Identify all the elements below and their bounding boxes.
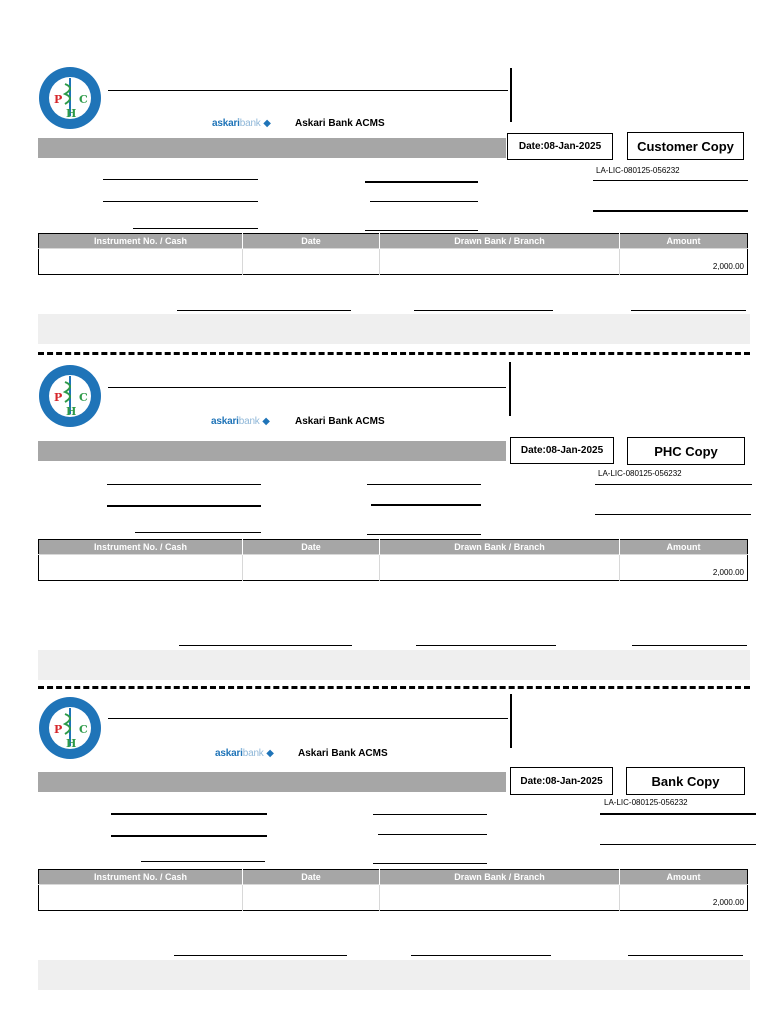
col-header-drawn-bank: Drawn Bank / Branch bbox=[380, 540, 620, 555]
phc-logo-icon bbox=[38, 364, 102, 428]
col-header-drawn-bank: Drawn Bank / Branch bbox=[380, 234, 620, 249]
svg-text:C: C bbox=[79, 93, 88, 106]
cell-date bbox=[243, 885, 380, 911]
svg-text:P: P bbox=[54, 723, 63, 736]
footer-strip bbox=[38, 960, 750, 990]
col-header-date: Date bbox=[243, 540, 380, 555]
cell-amount: 2,000.00 bbox=[620, 555, 748, 581]
header-bar bbox=[38, 138, 506, 158]
cell-drawn-bank bbox=[380, 885, 620, 911]
table-row bbox=[39, 249, 748, 275]
bank-name: Askari Bank ACMS bbox=[298, 748, 388, 759]
date-label: Date:08-Jan-2025 bbox=[507, 133, 613, 160]
bank-diamond-icon: ◆ bbox=[266, 748, 274, 759]
cell-drawn-bank bbox=[380, 249, 620, 275]
cell-amount: 2,000.00 bbox=[620, 885, 748, 911]
table-row bbox=[39, 885, 748, 911]
cell-amount: 2,000.00 bbox=[620, 249, 748, 275]
col-header-instrument: Instrument No. / Cash bbox=[39, 234, 243, 249]
cell-instrument bbox=[39, 885, 243, 911]
col-header-drawn-bank: Drawn Bank / Branch bbox=[380, 870, 620, 885]
bank-diamond-icon: ◆ bbox=[263, 118, 271, 129]
bank-diamond-icon: ◆ bbox=[262, 416, 270, 427]
reference-number: LA-LIC-080125-056232 bbox=[596, 166, 680, 175]
phc-logo-icon bbox=[38, 696, 102, 760]
phc-logo-icon bbox=[38, 66, 102, 130]
svg-text:H: H bbox=[66, 405, 77, 418]
table-row bbox=[39, 555, 748, 581]
svg-text:C: C bbox=[79, 723, 88, 736]
svg-text:H: H bbox=[66, 107, 77, 120]
svg-text:P: P bbox=[54, 391, 63, 404]
cell-date bbox=[243, 555, 380, 581]
date-label: Date:08-Jan-2025 bbox=[510, 767, 613, 795]
footer-strip bbox=[38, 314, 750, 344]
cell-instrument bbox=[39, 249, 243, 275]
copy-label: PHC Copy bbox=[627, 437, 745, 465]
col-header-instrument: Instrument No. / Cash bbox=[39, 870, 243, 885]
cell-instrument bbox=[39, 555, 243, 581]
bank-name: Askari Bank ACMS bbox=[295, 118, 385, 129]
header-bar bbox=[38, 441, 506, 461]
askari-bank-logo: askaribank ◆ bbox=[212, 118, 271, 129]
col-header-date: Date bbox=[243, 234, 380, 249]
svg-text:H: H bbox=[66, 737, 77, 750]
instrument-table bbox=[38, 233, 748, 275]
slip-bank-copy bbox=[0, 692, 768, 1022]
col-header-date: Date bbox=[243, 870, 380, 885]
col-header-amount: Amount bbox=[620, 540, 748, 555]
footer-strip bbox=[38, 650, 750, 680]
askari-bank-logo: askaribank ◆ bbox=[215, 748, 274, 759]
cut-line bbox=[38, 352, 750, 355]
instrument-table bbox=[38, 869, 748, 911]
col-header-amount: Amount bbox=[620, 234, 748, 249]
header-bar bbox=[38, 772, 506, 792]
svg-text:P: P bbox=[54, 93, 63, 106]
copy-label: Bank Copy bbox=[626, 767, 745, 795]
askari-bank-logo: askaribank ◆ bbox=[211, 416, 270, 427]
instrument-table bbox=[38, 539, 748, 581]
reference-number: LA-LIC-080125-056232 bbox=[604, 798, 688, 807]
col-header-instrument: Instrument No. / Cash bbox=[39, 540, 243, 555]
cell-date bbox=[243, 249, 380, 275]
slip-customer-copy bbox=[0, 62, 768, 392]
date-label: Date:08-Jan-2025 bbox=[510, 437, 614, 464]
col-header-amount: Amount bbox=[620, 870, 748, 885]
cut-line bbox=[38, 686, 750, 689]
svg-text:C: C bbox=[79, 391, 88, 404]
cell-drawn-bank bbox=[380, 555, 620, 581]
slip-phc-copy bbox=[0, 360, 768, 690]
reference-number: LA-LIC-080125-056232 bbox=[598, 469, 682, 478]
bank-name: Askari Bank ACMS bbox=[295, 416, 385, 427]
copy-label: Customer Copy bbox=[627, 132, 744, 160]
